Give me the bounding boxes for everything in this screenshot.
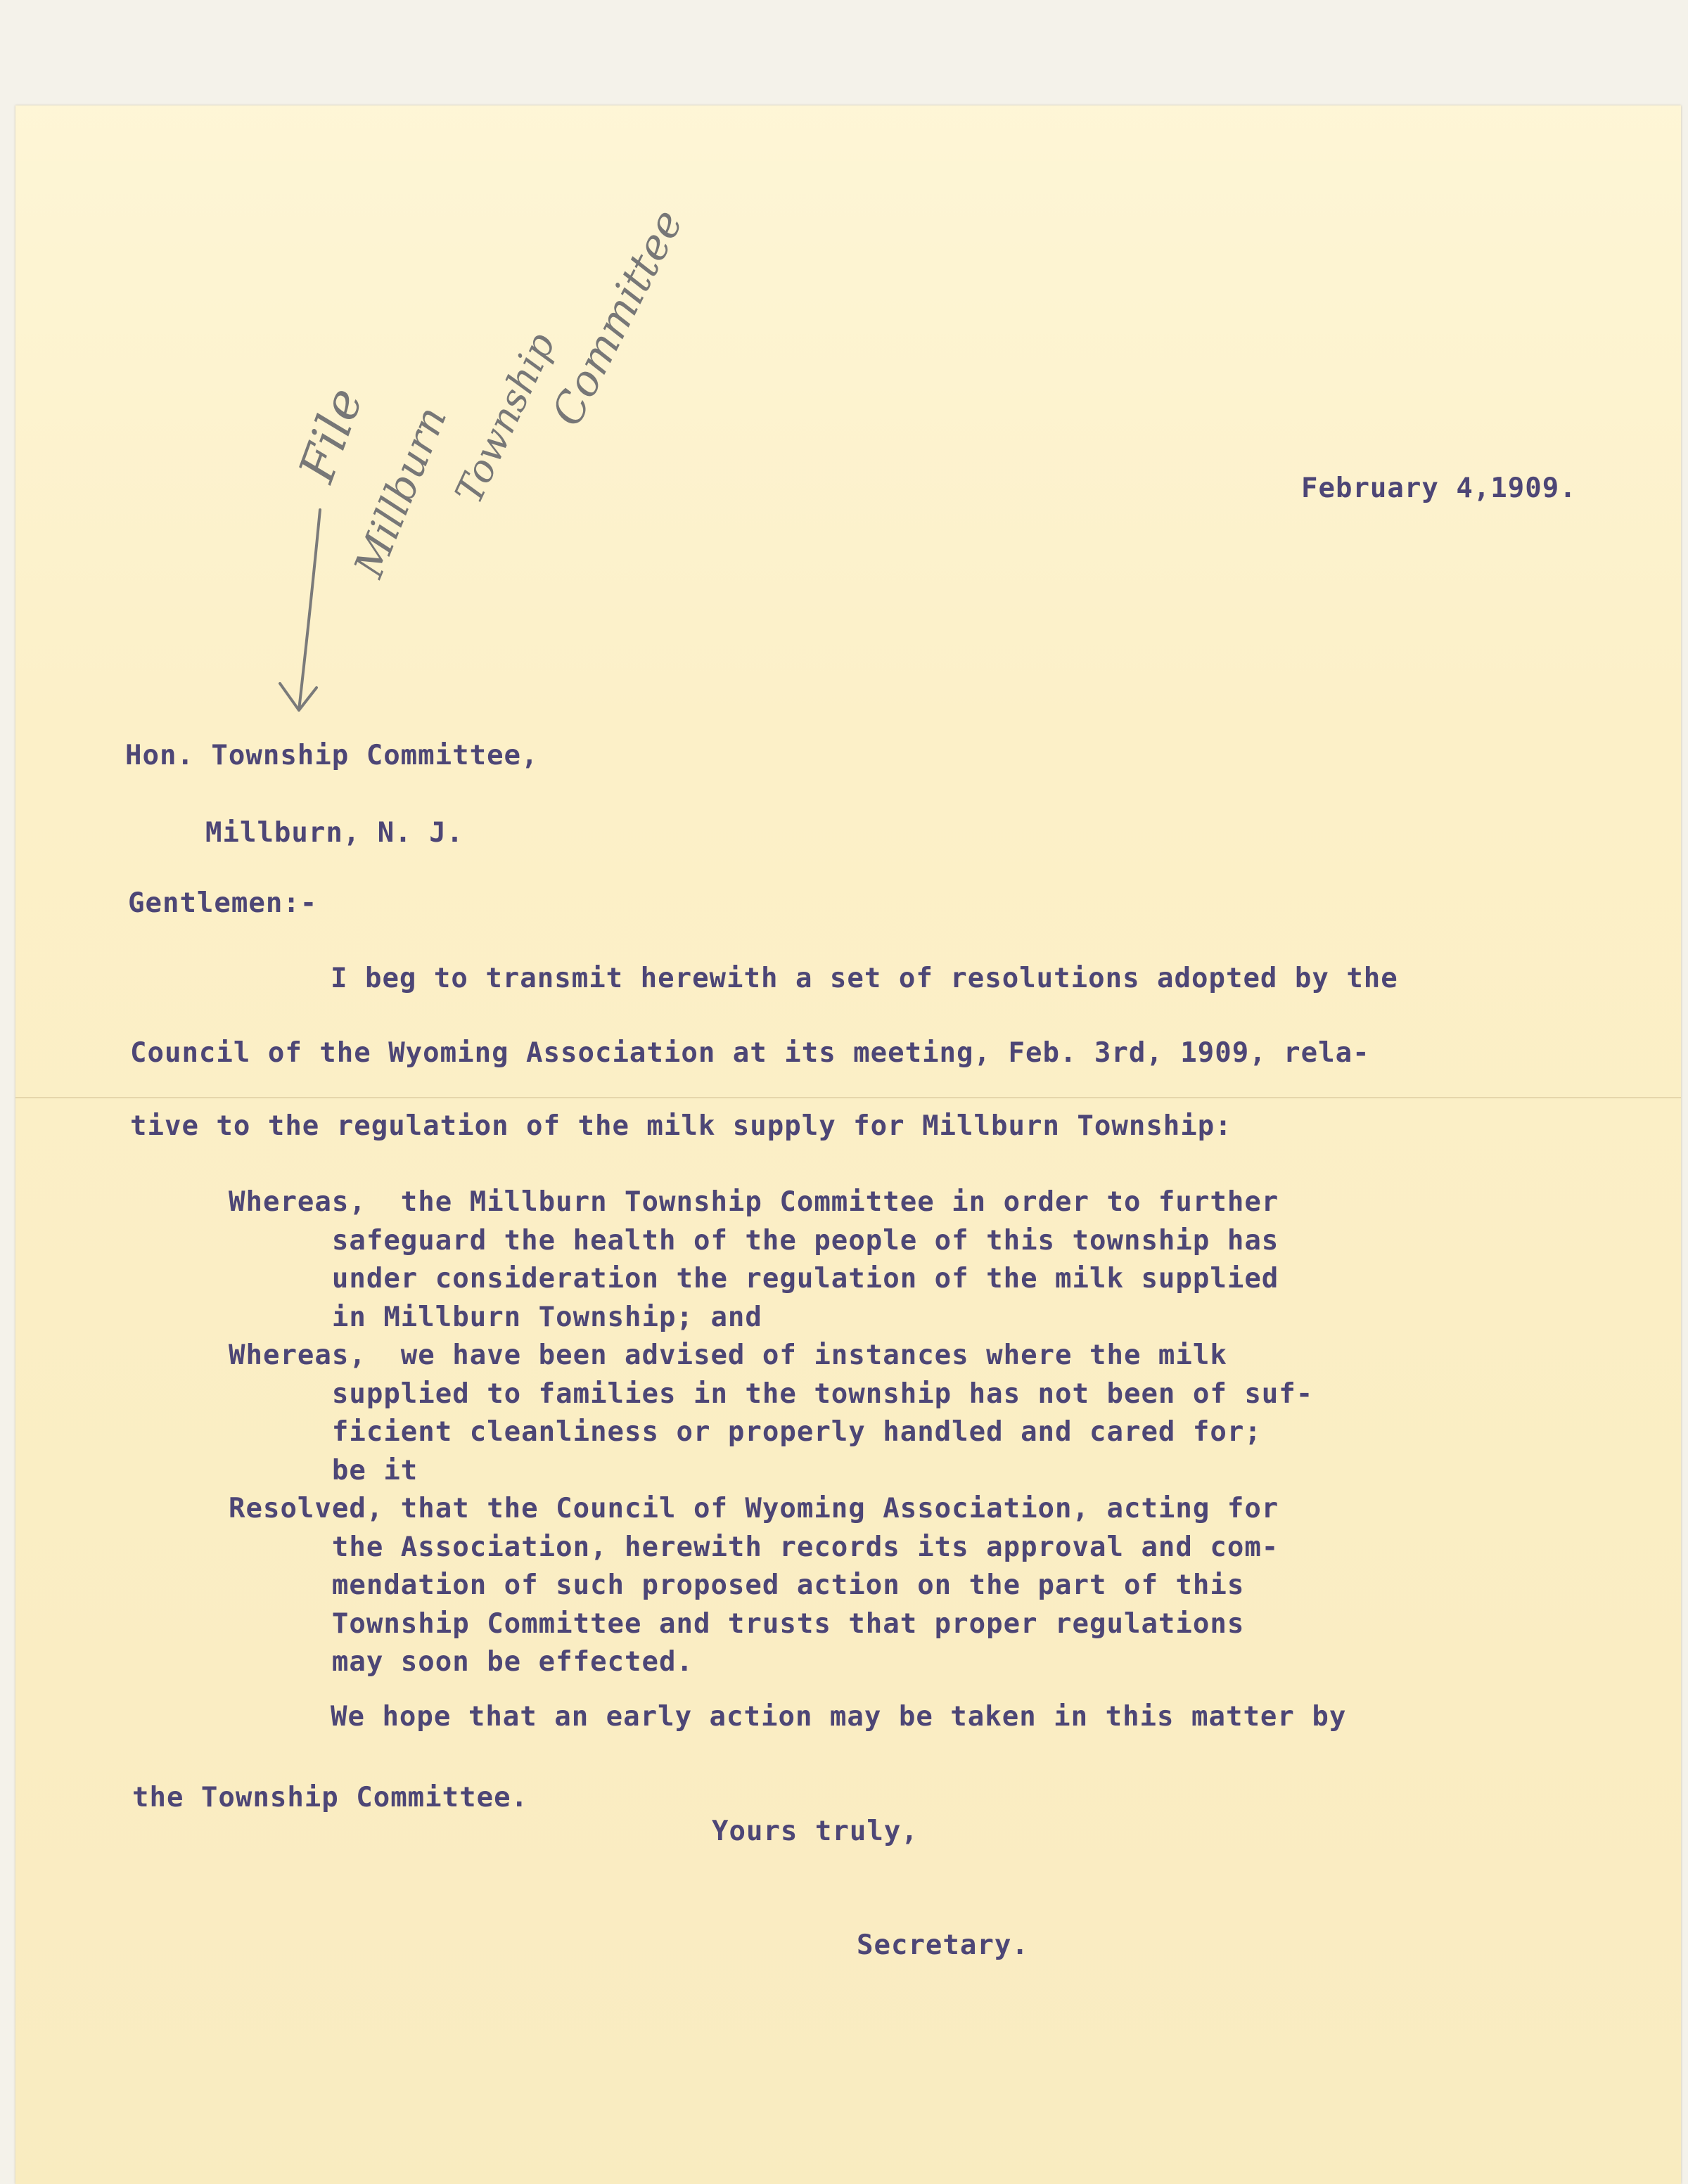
resolution-line: supplied to families in the township has not been of suf- [229, 1378, 1314, 1410]
note-word-millburn: Millburn [344, 399, 456, 584]
note-word-file: File [287, 380, 375, 489]
letter-recipient: Hon. Township Committee, [125, 740, 539, 771]
letter-address: Millburn, N. J. [205, 817, 464, 849]
resolution-line: Resolved, that the Council of Wyoming Association, acting for [229, 1493, 1279, 1524]
note-word-committee: Committee [542, 202, 693, 434]
letter-salutation: Gentlemen:- [128, 887, 318, 919]
resolution-line: Whereas, the Millburn Township Committee in order to further [229, 1186, 1279, 1218]
letter-signature: Secretary. [857, 1929, 1029, 1961]
resolution-line: under consideration the regulation of the milk supplied [229, 1263, 1279, 1295]
note-word-township: Township [446, 326, 564, 510]
letter-closing: Yours truly, [712, 1816, 919, 1847]
paper-fold-line [15, 1097, 1681, 1098]
pencil-arrow-icon [280, 510, 320, 710]
resolution-line: Township Committee and trusts that proper regulations [229, 1608, 1245, 1640]
letter-date: February 4,1909. [1301, 473, 1577, 504]
resolution-line: the Association, herewith records its approval and com- [229, 1531, 1279, 1563]
resolution-line: ficient cleanliness or properly handled and cared for; [229, 1416, 1262, 1448]
resolution-line: safeguard the health of the people of this township has [229, 1225, 1279, 1257]
resolution-line: Whereas, we have been advised of instances where the milk [229, 1340, 1227, 1371]
body-para2-line1: We hope that an early action may be taken in this matter by [331, 1701, 1347, 1733]
resolution-line: be it [229, 1455, 418, 1486]
body-para2-line2: the Township Committee. [132, 1782, 529, 1813]
resolution-line: may soon be effected. [229, 1646, 693, 1678]
handwritten-note [267, 155, 774, 731]
body-para1-line1: I beg to transmit herewith a set of resolutions adopted by the [331, 963, 1398, 994]
body-para1-line2: Council of the Wyoming Association at its meeting, Feb. 3rd, 1909, rela- [130, 1037, 1370, 1069]
resolution-line: in Millburn Township; and [229, 1302, 762, 1333]
letter-paper [15, 105, 1681, 2184]
body-para1-line3: tive to the regulation of the milk supply for Millburn Township: [130, 1110, 1232, 1142]
resolution-line: mendation of such proposed action on the part of this [229, 1569, 1245, 1601]
